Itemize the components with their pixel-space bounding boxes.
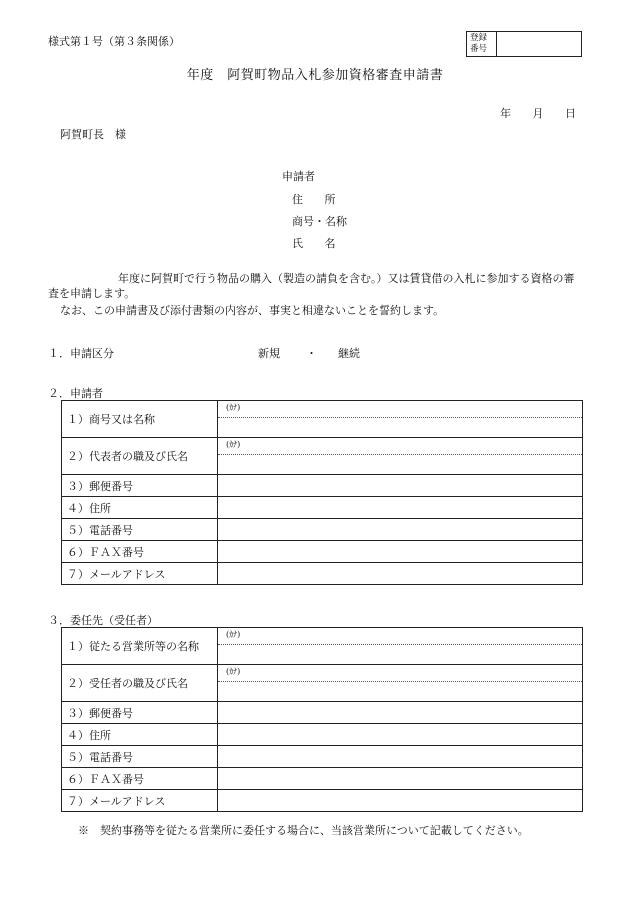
applicant-company-label: 商号・名称 bbox=[292, 215, 347, 228]
table-row bbox=[62, 563, 583, 585]
registration-number-label: 登録 番号 bbox=[467, 32, 497, 56]
row-label: ３）郵便番号 bbox=[62, 475, 218, 497]
company-name-field[interactable] bbox=[218, 401, 583, 438]
row-label: ３）郵便番号 bbox=[62, 702, 218, 724]
applicant-address-label: 住 所 bbox=[292, 193, 336, 206]
delegate-phone-field[interactable] bbox=[218, 746, 583, 768]
addressee: 阿賀町長 様 bbox=[60, 128, 126, 141]
kana-label: (ｶﾅ) bbox=[226, 403, 241, 412]
delegate-email-field[interactable] bbox=[218, 790, 583, 812]
table-row bbox=[62, 665, 583, 702]
delegate-table bbox=[61, 627, 583, 812]
representative-field[interactable] bbox=[218, 438, 583, 475]
row-label: ２）受任者の職及び氏名 bbox=[62, 665, 218, 702]
delegate-name-field[interactable] bbox=[218, 665, 583, 702]
footnote: ※ 契約事務等を従たる営業所に委任する場合に、当該営業所について記載してください。 bbox=[78, 824, 529, 837]
fax-field[interactable] bbox=[218, 541, 583, 563]
kana-label: (ｶﾅ) bbox=[226, 667, 241, 676]
section1-heading: １．申請区分 bbox=[48, 347, 114, 360]
table-row bbox=[62, 628, 583, 665]
table-row bbox=[62, 702, 583, 724]
email-field[interactable] bbox=[218, 563, 583, 585]
row-label: ６）ＦＡＸ番号 bbox=[62, 541, 218, 563]
table-row bbox=[62, 541, 583, 563]
row-label: ７）メールアドレス bbox=[62, 790, 218, 812]
row-label: ４）住所 bbox=[62, 724, 218, 746]
delegate-fax-field[interactable] bbox=[218, 768, 583, 790]
row-label: ５）電話番号 bbox=[62, 746, 218, 768]
address-field[interactable] bbox=[218, 497, 583, 519]
postal-code-field[interactable] bbox=[218, 475, 583, 497]
form-code: 様式第１号（第３条関係） bbox=[48, 35, 180, 48]
table-row bbox=[62, 724, 583, 746]
row-label: １）従たる営業所等の名称 bbox=[62, 628, 218, 665]
delegate-address-field[interactable] bbox=[218, 724, 583, 746]
applicant-name-label: 氏 名 bbox=[292, 237, 336, 250]
body-paragraph-1: 年度に阿賀町で行う物品の購入（製造の請負を含む。）又は賃貸借の入札に参加する資格の審査を申請します。 bbox=[48, 272, 575, 300]
table-row bbox=[62, 438, 583, 475]
row-label: ４）住所 bbox=[62, 497, 218, 519]
delegate-postal-code-field[interactable] bbox=[218, 702, 583, 724]
kana-label: (ｶﾅ) bbox=[226, 440, 241, 449]
page-title: 年度 阿賀町物品入札参加資格審査申請書 bbox=[186, 68, 444, 83]
section3-heading: ３．委任先（受任者） bbox=[48, 614, 158, 627]
table-row bbox=[62, 768, 583, 790]
kana-label: (ｶﾅ) bbox=[226, 630, 241, 639]
row-label: ５）電話番号 bbox=[62, 519, 218, 541]
option-new[interactable]: 新規 bbox=[258, 347, 280, 360]
phone-field[interactable] bbox=[218, 519, 583, 541]
row-label: ２）代表者の職及び氏名 bbox=[62, 438, 218, 475]
branch-name-field[interactable] bbox=[218, 628, 583, 665]
table-row bbox=[62, 401, 583, 438]
applicant-heading: 申請者 bbox=[282, 170, 315, 183]
row-label: ７）メールアドレス bbox=[62, 563, 218, 585]
row-label: １）商号又は名称 bbox=[62, 401, 218, 438]
table-row bbox=[62, 475, 583, 497]
row-label: ６）ＦＡＸ番号 bbox=[62, 768, 218, 790]
registration-number-box[interactable] bbox=[466, 31, 582, 57]
section2-heading: ２．申請者 bbox=[48, 387, 103, 400]
body-paragraph-2: なお、この申請書及び添付書類の内容が、事実と相違ないことを誓約します。 bbox=[60, 304, 445, 317]
table-row bbox=[62, 746, 583, 768]
option-continue[interactable]: 継続 bbox=[338, 347, 360, 360]
table-row bbox=[62, 497, 583, 519]
option-separator: ・ bbox=[306, 347, 317, 360]
table-row bbox=[62, 790, 583, 812]
applicant-table bbox=[61, 400, 583, 585]
table-row bbox=[62, 519, 583, 541]
date-line: 年 月 日 bbox=[500, 107, 576, 120]
